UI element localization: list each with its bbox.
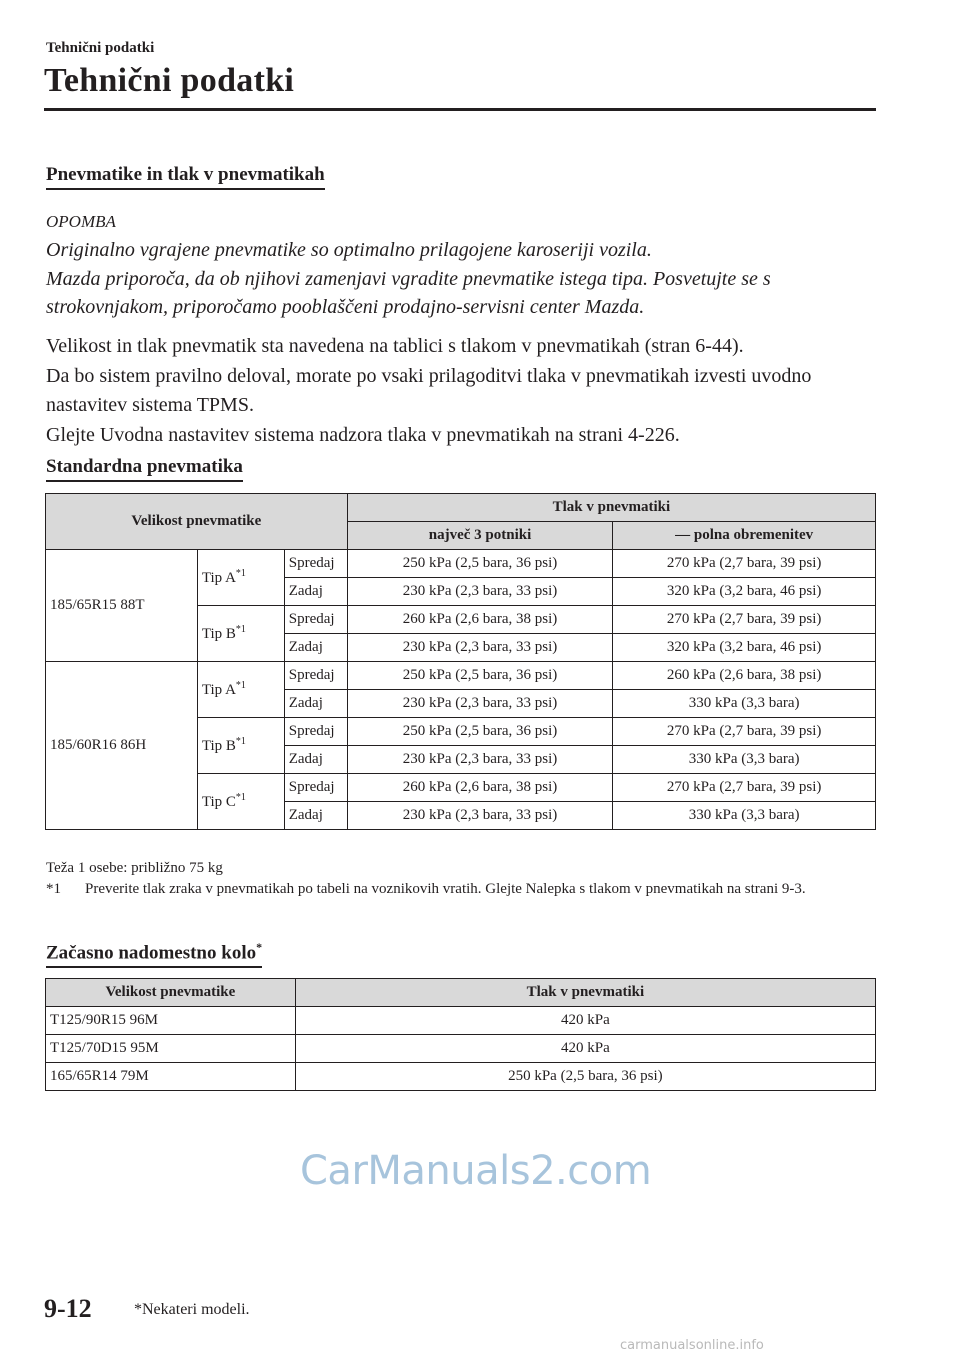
note-label: OPOMBA bbox=[46, 212, 116, 231]
header-tire-pressure: Tlak v pnevmatiki bbox=[347, 494, 875, 522]
note-line: Mazda priporoča, da ob njihovi zamenjavi vgradite pnevmatike istega tipa. Posvetujte se s strokovnjakom, priporočamo pooblaščeni prodajno-servisni center Mazda. bbox=[46, 267, 771, 318]
watermark-logo: CarManuals2.com bbox=[300, 1148, 652, 1194]
table-row bbox=[46, 1063, 876, 1091]
pressure-cell: 260 kPa (2,6 bara, 38 psi) bbox=[347, 606, 613, 634]
pressure-cell: 330 kPa (3,3 bara) bbox=[613, 690, 876, 718]
footer-note: *Nekateri modeli. bbox=[134, 1301, 250, 1318]
position-cell: Spredaj bbox=[284, 606, 347, 634]
body-paragraph: Glejte Uvodna nastavitev sistema nadzora tlaka v pnevmatikah na strani 4-226. bbox=[46, 423, 680, 446]
pressure-cell: 250 kPa (2,5 bara, 36 psi) bbox=[347, 662, 613, 690]
site-watermark: carmanualsonline.info bbox=[620, 1338, 764, 1353]
pressure-cell: 270 kPa (2,7 bara, 39 psi) bbox=[613, 606, 876, 634]
header-max-3-passengers: največ 3 potniki bbox=[347, 522, 613, 550]
breadcrumb: Tehnični podatki bbox=[46, 40, 155, 56]
pressure-cell: 250 kPa (2,5 bara, 36 psi) bbox=[295, 1063, 875, 1091]
section-heading-spare bbox=[46, 940, 262, 968]
position-cell: Spredaj bbox=[284, 662, 347, 690]
header-tire-size: Velikost pnevmatike bbox=[46, 979, 296, 1007]
footnote-text: Preverite tlak zraka v pnevmatikah po tabeli na voznikovih vratih. Glejte Nalepka s tlakom v pnevmatikah na strani 9-3. bbox=[85, 881, 806, 897]
weight-note: Teža 1 osebe: približno 75 kg bbox=[46, 860, 223, 876]
section-heading-standard bbox=[46, 456, 243, 482]
footnote bbox=[46, 879, 876, 900]
position-cell: Spredaj bbox=[284, 718, 347, 746]
section-heading-tires bbox=[46, 164, 325, 190]
pressure-cell: 250 kPa (2,5 bara, 36 psi) bbox=[347, 718, 613, 746]
body-text bbox=[46, 332, 886, 450]
header-tire-size: Velikost pnevmatike bbox=[46, 494, 348, 550]
page-number: 9-12 bbox=[44, 1294, 92, 1323]
tire-size-cell: T125/70D15 95M bbox=[46, 1035, 296, 1063]
position-cell: Zadaj bbox=[284, 634, 347, 662]
section-heading-spare-text: Začasno nadomestno kolo* bbox=[46, 940, 262, 968]
position-cell: Spredaj bbox=[284, 550, 347, 578]
note-line: Originalno vgrajene pnevmatike so optimalno prilagojene karoseriji vozila. bbox=[46, 239, 652, 261]
position-cell: Zadaj bbox=[284, 690, 347, 718]
pressure-cell: 260 kPa (2,6 bara, 38 psi) bbox=[613, 662, 876, 690]
pressure-cell: 270 kPa (2,7 bara, 39 psi) bbox=[613, 718, 876, 746]
pressure-cell: 330 kPa (3,3 bara) bbox=[613, 802, 876, 830]
table-row bbox=[46, 1007, 876, 1035]
tire-type-cell: Tip $A^{*1}$ bbox=[197, 662, 284, 718]
tire-size-cell: T125/90R15 96M bbox=[46, 1007, 296, 1035]
pressure-cell: 260 kPa (2,6 bara, 38 psi) bbox=[347, 774, 613, 802]
pressure-cell: 420 kPa bbox=[295, 1007, 875, 1035]
tire-size-cell: 185/65R15 88T bbox=[46, 550, 198, 662]
pressure-cell: 230 kPa (2,3 bara, 33 psi) bbox=[347, 578, 613, 606]
position-cell: Spredaj bbox=[284, 774, 347, 802]
tire-size-cell: 185/60R16 86H bbox=[46, 662, 198, 830]
standard-tire-table bbox=[45, 493, 876, 830]
position-cell: Zadaj bbox=[284, 746, 347, 774]
page-title: Tehnični podatki bbox=[44, 62, 295, 99]
pressure-cell: 420 kPa bbox=[295, 1035, 875, 1063]
pressure-cell: 250 kPa (2,5 bara, 36 psi) bbox=[347, 550, 613, 578]
pressure-cell: 270 kPa (2,7 bara, 39 psi) bbox=[613, 550, 876, 578]
pressure-cell: 230 kPa (2,3 bara, 33 psi) bbox=[347, 746, 613, 774]
pressure-cell: 320 kPa (3,2 bara, 46 psi) bbox=[613, 634, 876, 662]
section-heading-standard-text: Standardna pnevmatika bbox=[46, 456, 243, 482]
tire-type-cell: Tip $B^{*1}$ bbox=[197, 606, 284, 662]
pressure-cell: 230 kPa (2,3 bara, 33 psi) bbox=[347, 802, 613, 830]
footnote-mark: *1 bbox=[46, 881, 61, 897]
title-divider bbox=[44, 108, 876, 111]
pressure-cell: 330 kPa (3,3 bara) bbox=[613, 746, 876, 774]
table-row bbox=[46, 550, 876, 578]
pressure-cell: 230 kPa (2,3 bara, 33 psi) bbox=[347, 690, 613, 718]
note-text bbox=[46, 236, 886, 322]
pressure-cell: 270 kPa (2,7 bara, 39 psi) bbox=[613, 774, 876, 802]
position-cell: Zadaj bbox=[284, 802, 347, 830]
table-row bbox=[46, 662, 876, 690]
tire-type-cell: Tip $C^{*1}$ bbox=[197, 774, 284, 830]
header-full-load: — polna obremenitev bbox=[613, 522, 876, 550]
body-paragraph: Da bo sistem pravilno deloval, morate po vsaki prilagoditvi tlaka v pnevmatikah izvesti uvodno nastavitev sistema TPMS. bbox=[46, 364, 812, 416]
tire-type-cell: Tip $A^{*1}$ bbox=[197, 550, 284, 606]
tire-size-cell: 165/65R14 79M bbox=[46, 1063, 296, 1091]
pressure-cell: 320 kPa (3,2 bara, 46 psi) bbox=[613, 578, 876, 606]
section-heading-tires-text: Pnevmatike in tlak v pnevmatikah bbox=[46, 164, 325, 190]
footnotes bbox=[46, 858, 876, 900]
pressure-cell: 230 kPa (2,3 bara, 33 psi) bbox=[347, 634, 613, 662]
tire-type-cell: Tip $B^{*1}$ bbox=[197, 718, 284, 774]
spare-tire-table bbox=[45, 978, 876, 1091]
position-cell: Zadaj bbox=[284, 578, 347, 606]
body-paragraph: Velikost in tlak pnevmatik sta navedena na tablici s tlakom v pnevmatikah (stran 6-44). bbox=[46, 335, 744, 357]
header-tire-pressure: Tlak v pnevmatiki bbox=[295, 979, 875, 1007]
table-row bbox=[46, 1035, 876, 1063]
